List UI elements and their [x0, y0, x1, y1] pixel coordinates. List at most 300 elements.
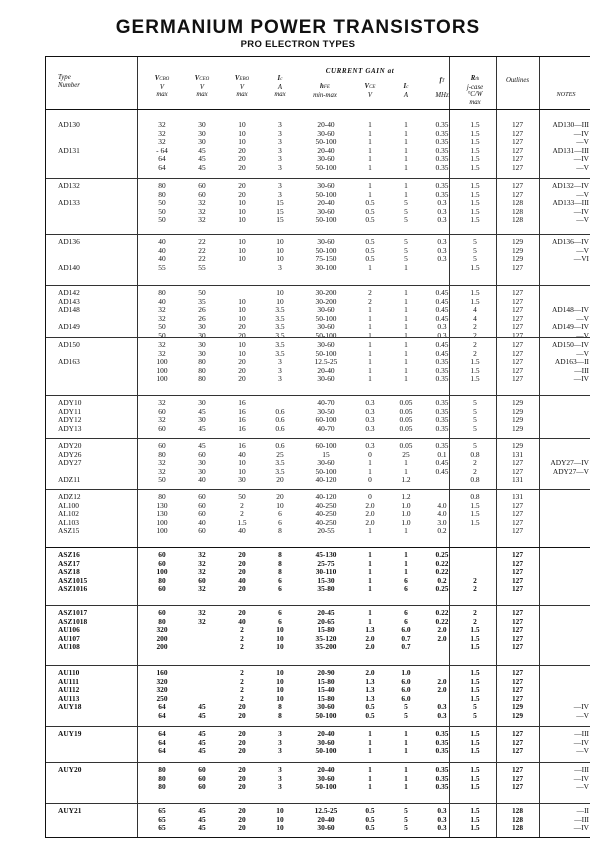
group-rule [46, 285, 590, 286]
cell-hfe: 35-80 [317, 584, 335, 594]
cell-vce: 0.3 [365, 406, 375, 416]
cell-vceo: 30 [198, 137, 206, 147]
cell-type: AD132 [58, 181, 80, 190]
cell-rth: 1.5 [470, 357, 480, 367]
cell-type: AD136 [58, 237, 80, 246]
cell-ic: 3.5 [275, 340, 285, 349]
cell-vce: 0.5 [365, 702, 375, 712]
cell-vcbo: 32 [158, 313, 166, 323]
cell-vceo: 32 [198, 215, 206, 225]
cell-vcbo: 250 [156, 693, 168, 703]
cell-hfe: 12.5-25 [314, 357, 338, 367]
cell-out: 127 [511, 458, 524, 468]
cell-vceo: 45 [198, 823, 206, 833]
cell-vcbo: 32 [158, 458, 166, 468]
header-ic [262, 75, 298, 99]
cell-out: 127 [511, 340, 524, 349]
cell-vceo: 45 [198, 702, 206, 712]
cell-ic: 3 [278, 137, 282, 147]
cell-out: 127 [511, 765, 524, 774]
table-row [46, 476, 590, 485]
cell-vcbo: 65 [158, 806, 166, 815]
cell-vceo: 32 [198, 550, 206, 559]
cell-ft: 0.35 [435, 773, 449, 783]
cell-vce: 1.3 [365, 625, 375, 635]
cell-out: 129 [511, 237, 524, 246]
cell-vebo: 20 [238, 782, 246, 792]
cell-ft: 2.0 [437, 633, 447, 643]
cell-vce: 1 [368, 575, 372, 585]
header-type [58, 74, 118, 89]
cell-ft: 0.45 [435, 288, 449, 297]
cell-vcbo: 64 [158, 163, 166, 172]
cell-vce: 1 [368, 729, 372, 738]
cell-out: 127 [511, 189, 524, 199]
cell-type: ASZ1015 [58, 575, 88, 585]
cell-vebo: 40 [238, 616, 246, 626]
cell-note: —III [574, 365, 589, 375]
cell-type: ASZ15 [58, 526, 80, 536]
cell-vebo: 2 [240, 668, 244, 677]
cell-icg: 5 [404, 806, 408, 815]
header-ic-qualifier: max [274, 91, 286, 99]
cell-type: AUY19 [58, 729, 82, 738]
cell-icg: 0.05 [399, 406, 413, 416]
transistor-table [45, 56, 590, 838]
cell-rth: 1.5 [470, 746, 480, 756]
cell-ft: 0.22 [435, 608, 449, 617]
cell-vceo: 26 [198, 305, 206, 315]
cell-vebo: 20 [238, 163, 246, 172]
cell-ic: 3 [278, 357, 282, 367]
table-row [46, 747, 590, 756]
cell-ic: 8 [278, 711, 282, 720]
cell-vebo: 20 [238, 189, 246, 199]
cell-vebo: 10 [238, 215, 246, 225]
cell-out: 127 [511, 685, 524, 695]
cell-vce: 0.5 [365, 245, 375, 255]
header-vcbo [142, 75, 182, 99]
cell-vebo: 20 [238, 322, 246, 332]
cell-type: ASZ1017 [58, 608, 88, 617]
cell-vceo: 45 [198, 145, 206, 155]
cell-note: —V [576, 189, 589, 199]
cell-vcbo: - 64 [156, 145, 168, 155]
cell-ic: 3 [278, 365, 282, 375]
cell-vce: 0.5 [365, 198, 375, 208]
cell-rth: 1.5 [470, 120, 480, 129]
cell-ic: 3.5 [275, 348, 285, 358]
cell-ft: 0.2 [437, 526, 447, 536]
cell-vceo: 45 [198, 154, 206, 164]
cell-vce: 0.3 [365, 415, 375, 425]
cell-ft: 0.45 [435, 340, 449, 349]
cell-out: 131 [511, 492, 524, 501]
cell-note: —V [576, 163, 589, 172]
cell-ic: 10 [276, 625, 284, 635]
cell-vce: 0 [368, 449, 372, 459]
cell-type: ADY11 [58, 406, 82, 416]
cell-ft: 0.3 [437, 198, 447, 208]
cell-ft: 0.35 [435, 415, 449, 425]
cell-vcbo: 50 [158, 215, 166, 225]
cell-vcbo: 80 [158, 189, 166, 199]
cell-rth: 1.5 [470, 128, 480, 138]
cell-hfe: 40-250 [315, 517, 337, 527]
cell-vceo: 32 [198, 558, 206, 568]
cell-hfe: 30-60 [317, 154, 335, 164]
cell-out: 127 [511, 348, 524, 358]
cell-out: 127 [511, 676, 524, 686]
cell-vcbo: 64 [158, 746, 166, 756]
cell-vce: 0.3 [365, 398, 375, 407]
cell-ft: 2.0 [437, 685, 447, 695]
cell-icg: 6 [404, 584, 408, 594]
cell-vceo: 80 [198, 365, 206, 375]
header-ft-unit: MHz [435, 91, 449, 99]
cell-icg: 5 [404, 206, 408, 216]
cell-vce: 1.3 [365, 685, 375, 695]
cell-icg: 1.2 [401, 475, 411, 485]
cell-hfe: 20-45 [317, 608, 335, 617]
cell-ic: 3 [278, 128, 282, 138]
cell-type: ADY10 [58, 398, 82, 407]
table-row [46, 264, 590, 273]
table-row [46, 375, 590, 384]
cell-vebo: 10 [238, 254, 246, 264]
cell-vcbo: 60 [158, 584, 166, 594]
cell-hfe: 50-100 [315, 245, 337, 255]
cell-type: AU108 [58, 642, 80, 652]
cell-rth: 4 [473, 313, 477, 323]
cell-out: 128 [511, 215, 524, 225]
cell-out: 127 [511, 357, 524, 367]
cell-ft: 0.35 [435, 365, 449, 375]
cell-vcbo: 60 [158, 558, 166, 568]
cell-vebo: 20 [238, 357, 246, 367]
cell-out: 127 [511, 526, 524, 536]
cell-ft: 0.3 [437, 245, 447, 255]
cell-ic: 3 [278, 145, 282, 155]
cell-hfe: 60-100 [315, 415, 337, 425]
cell-note: —V [576, 746, 589, 756]
cell-vcbo: 60 [158, 423, 166, 433]
cell-vebo: 10 [238, 340, 246, 349]
header-icg-symbol: I [403, 83, 407, 90]
cell-ft: 0.35 [435, 441, 449, 450]
cell-hfe: 30-60 [317, 737, 335, 747]
cell-ic: 10 [276, 500, 284, 510]
cell-vcbo: 200 [156, 642, 168, 652]
cell-type: AU113 [58, 693, 80, 703]
cell-out: 129 [511, 423, 524, 433]
cell-icg: 6 [404, 575, 408, 585]
cell-icg: 1 [404, 154, 408, 164]
cell-ft: 0.35 [435, 145, 449, 155]
cell-out: 129 [511, 398, 524, 407]
cell-note: —VI [573, 254, 589, 264]
cell-vebo: 10 [238, 198, 246, 208]
cell-icg: 6.0 [401, 685, 411, 695]
cell-ic: 3.5 [275, 466, 285, 476]
cell-ft: 3.0 [437, 517, 447, 527]
cell-hfe: 30-200 [315, 296, 337, 306]
cell-out: 127 [511, 128, 524, 138]
cell-icg: 1 [404, 322, 408, 332]
cell-icg: 0.05 [399, 415, 413, 425]
header-current-gain: CURRENT GAIN at [325, 67, 395, 75]
cell-out: 129 [511, 245, 524, 255]
header-rth [454, 75, 496, 106]
cell-vceo: 60 [198, 765, 206, 774]
cell-vceo: 60 [198, 782, 206, 792]
cell-icg: 1 [404, 729, 408, 738]
cell-icg: 1 [404, 765, 408, 774]
cell-ft: 0.35 [435, 737, 449, 747]
cell-vebo: 20 [238, 154, 246, 164]
cell-rth: 1.5 [470, 181, 480, 190]
header-hfe-qualifier: min-max [313, 91, 337, 99]
cell-icg: 6 [404, 608, 408, 617]
cell-ic: 8 [278, 558, 282, 568]
cell-vce: 1 [368, 365, 372, 375]
cell-rth: 1.5 [470, 693, 480, 703]
cell-vebo: 10 [238, 458, 246, 468]
cell-out: 127 [511, 500, 524, 510]
cell-vcbo: 40 [158, 237, 166, 246]
cell-ic: 20 [276, 492, 284, 501]
group-rule [46, 605, 590, 606]
cell-ic: 10 [276, 288, 284, 297]
cell-vceo: 30 [198, 322, 206, 332]
cell-vceo: 45 [198, 163, 206, 172]
cell-out: 127 [511, 145, 524, 155]
cell-rth: 5 [473, 237, 477, 246]
cell-rth: 1.5 [470, 262, 480, 272]
cell-ic: 3 [278, 262, 282, 272]
cell-vcbo: 32 [158, 120, 166, 129]
cell-icg: 1 [404, 466, 408, 476]
cell-out: 127 [511, 668, 524, 677]
cell-note: —V [576, 137, 589, 147]
cell-ic: 3 [278, 181, 282, 190]
cell-ic: 3 [278, 729, 282, 738]
cell-icg: 0.7 [401, 633, 411, 643]
cell-vceo: 45 [198, 406, 206, 416]
cell-ft: 0.25 [435, 584, 449, 594]
cell-vceo: 45 [198, 737, 206, 747]
cell-vebo: 2 [240, 625, 244, 635]
cell-vebo: 16 [238, 441, 246, 450]
cell-icg: 5 [404, 814, 408, 824]
cell-vebo: 10 [238, 466, 246, 476]
cell-ft: 4.0 [437, 500, 447, 510]
cell-icg: 5 [404, 254, 408, 264]
cell-icg: 1.0 [401, 500, 411, 510]
cell-ic: 6 [278, 575, 282, 585]
cell-out: 127 [511, 466, 524, 476]
cell-ic: 10 [276, 296, 284, 306]
cell-type: ADY27 [58, 458, 82, 468]
cell-rth: 2 [473, 322, 477, 332]
cell-note: AD130—III [552, 120, 589, 129]
cell-vebo: 20 [238, 702, 246, 712]
cell-type: AL100 [58, 500, 79, 510]
header-hfe-subscript: FE [323, 85, 330, 90]
header-vce-symbol: V [364, 83, 370, 90]
cell-vce: 1 [368, 466, 372, 476]
header-icg-unit: A [403, 91, 409, 99]
cell-icg: 1 [404, 331, 408, 340]
cell-rth: 1.5 [470, 500, 480, 510]
cell-vceo: 45 [198, 729, 206, 738]
cell-rth: 0.8 [470, 475, 480, 485]
cell-out: 131 [511, 449, 524, 459]
cell-out: 127 [511, 262, 524, 272]
cell-vceo: 60 [198, 773, 206, 783]
cell-vebo: 20 [238, 608, 246, 617]
cell-vebo: 16 [238, 406, 246, 416]
cell-type: AD140 [58, 262, 80, 272]
header-vce-subscript: CE [369, 85, 376, 90]
cell-rth: 1.5 [470, 642, 480, 652]
cell-icg: 1 [404, 189, 408, 199]
cell-icg: 25 [402, 449, 410, 459]
cell-ft: 0.2 [437, 575, 447, 585]
cell-type: ASZ16 [58, 550, 80, 559]
cell-type: AU112 [58, 685, 80, 695]
cell-vce: 1 [368, 163, 372, 172]
cell-rth: 2 [473, 340, 477, 349]
cell-vce: 1 [368, 558, 372, 568]
cell-icg: 6 [404, 616, 408, 626]
cell-vcbo: 64 [158, 737, 166, 747]
cell-vceo: 55 [198, 262, 206, 272]
header-vceo-qualifier: max [196, 91, 208, 99]
cell-rth: 1.5 [470, 206, 480, 216]
cell-ic: 6 [278, 517, 282, 527]
cell-vcbo: 100 [156, 517, 168, 527]
cell-vce: 1 [368, 616, 372, 626]
header-vcbo-unit: V [159, 83, 165, 91]
cell-rth: 1.5 [470, 625, 480, 635]
cell-vebo: 2 [240, 633, 244, 643]
cell-note: ADY27—V [552, 466, 589, 476]
cell-hfe: 50-100 [315, 163, 337, 172]
cell-rth: 1.5 [470, 509, 480, 519]
table-row [46, 216, 590, 225]
cell-vce: 2.0 [365, 500, 375, 510]
cell-ft: 0.3 [437, 322, 447, 332]
cell-vebo: 50 [238, 492, 246, 501]
cell-ic: 10 [276, 237, 284, 246]
cell-icg: 1 [404, 348, 408, 358]
cell-vcbo: 160 [156, 668, 168, 677]
header-vebo-subscript: EBO [239, 77, 250, 82]
cell-vcbo: 55 [158, 262, 166, 272]
cell-type: ASZ18 [58, 567, 80, 577]
cell-vebo: 10 [238, 296, 246, 306]
cell-out: 127 [511, 642, 524, 652]
cell-hfe: 50-100 [315, 782, 337, 792]
cell-vceo: 30 [198, 340, 206, 349]
cell-icg: 6.0 [401, 625, 411, 635]
cell-rth: 1.5 [470, 814, 480, 824]
cell-ft: 2.0 [437, 676, 447, 686]
cell-vcbo: 32 [158, 398, 166, 407]
cell-ft: 0.45 [435, 458, 449, 468]
cell-vcbo: 32 [158, 128, 166, 138]
cell-vebo: 20 [238, 558, 246, 568]
cell-icg: 5 [404, 245, 408, 255]
cell-icg: 6.0 [401, 693, 411, 703]
cell-rth: 2 [473, 348, 477, 358]
cell-rth: 0.8 [470, 449, 480, 459]
cell-type: ADY13 [58, 423, 82, 433]
cell-type: AL103 [58, 517, 79, 527]
cell-vceo: 22 [198, 254, 206, 264]
cell-vceo: 40 [198, 517, 206, 527]
header-vce [352, 83, 388, 99]
cell-vebo: 10 [238, 237, 246, 246]
cell-vce: 0.5 [365, 237, 375, 246]
cell-ic: 6 [278, 608, 282, 617]
cell-out: 129 [511, 441, 524, 450]
cell-hfe: 50-100 [315, 711, 337, 720]
group-rule [46, 395, 590, 396]
cell-ic: 10 [276, 254, 284, 264]
cell-rth: 1.5 [470, 633, 480, 643]
cell-out: 127 [511, 517, 524, 527]
cell-vcbo: 40 [158, 254, 166, 264]
cell-hfe: 30-60 [317, 773, 335, 783]
cell-vceo: 30 [198, 415, 206, 425]
cell-vcbo: 320 [156, 625, 168, 635]
cell-out: 127 [511, 633, 524, 643]
cell-ft: 0.35 [435, 163, 449, 172]
cell-hfe: 25-75 [317, 558, 335, 568]
cell-note: —IV [573, 154, 589, 164]
cell-vceo: 32 [198, 616, 206, 626]
cell-ft: 0.35 [435, 120, 449, 129]
cell-ic: 20 [276, 475, 284, 485]
cell-vce: 1 [368, 120, 372, 129]
cell-note: —IV [573, 206, 589, 216]
cell-vceo: 30 [198, 348, 206, 358]
cell-vce: 1 [368, 567, 372, 577]
header-ic-gain [388, 83, 424, 99]
cell-vcbo: 80 [158, 492, 166, 501]
cell-icg: 5 [404, 702, 408, 712]
cell-ic: 10 [276, 814, 284, 824]
cell-vce: 1 [368, 145, 372, 155]
header-hfe-symbol: h [320, 83, 324, 90]
cell-ic: 8 [278, 567, 282, 577]
cell-hfe: 20-90 [317, 668, 335, 677]
cell-ic: 15 [276, 198, 284, 208]
cell-out: 127 [511, 365, 524, 375]
cell-vebo: 2 [240, 685, 244, 695]
cell-vce: 0.5 [365, 215, 375, 225]
cell-out: 128 [511, 198, 524, 208]
cell-type: AU110 [58, 668, 80, 677]
header-type-line2: Number [58, 81, 80, 89]
cell-ic: 10 [276, 642, 284, 652]
cell-rth: 4 [473, 305, 477, 315]
cell-vcbo: 40 [158, 245, 166, 255]
cell-vceo: 45 [198, 423, 206, 433]
cell-vce: 1 [368, 526, 372, 536]
